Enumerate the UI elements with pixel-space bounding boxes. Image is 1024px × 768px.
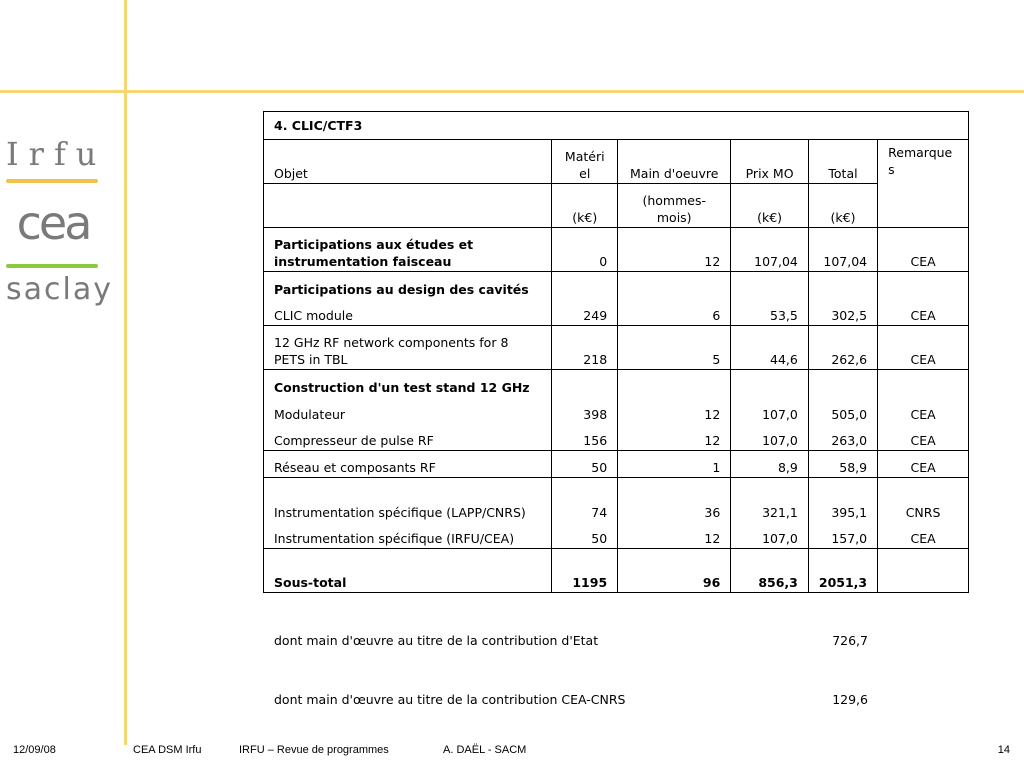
unit-prix-mo: (k€) xyxy=(731,184,809,228)
vertical-accent-line xyxy=(124,0,127,745)
table-row: Modulateur 398 12 107,0 505,0 CEA xyxy=(264,397,969,424)
header-objet: Objet xyxy=(264,140,552,184)
footer-org: CEA DSM Irfu xyxy=(133,744,202,756)
units-objet xyxy=(264,184,552,228)
subtotal-row: Sous-total 1195 96 856,3 2051,3 xyxy=(264,549,969,593)
unit-materiel: (k€) xyxy=(552,184,618,228)
page-number: 14 xyxy=(997,744,1010,756)
table-section-row: Construction d'un test stand 12 GHz xyxy=(264,370,969,397)
table-row: Compresseur de pulse RF 156 12 107,0 263,0 CEA xyxy=(264,424,969,451)
header-prix-mo: Prix MO xyxy=(731,140,809,184)
footer-date: 12/09/08 xyxy=(13,744,56,756)
summary-label-etat: dont main d'œuvre au titre de la contribution d'Etat xyxy=(274,633,599,648)
header-total: Total xyxy=(808,140,877,184)
irfu-logo: Irfu xyxy=(6,135,107,173)
table-title: 4. CLIC/CTF3 xyxy=(264,112,969,140)
table-row: CLIC module 249 6 53,5 302,5 CEA xyxy=(264,299,969,326)
table-section-row: Participations au design des cavités xyxy=(264,272,969,299)
table-row: Participations aux études et instrumentation faisceau 0 12 107,04 107,04 CEA xyxy=(264,228,969,272)
cea-logo xyxy=(8,201,98,249)
saclay-logo: saclay xyxy=(6,272,113,307)
header-materiel: Matéri el xyxy=(552,140,618,184)
unit-total: (k€) xyxy=(808,184,877,228)
header-remarques: Remarque s xyxy=(878,140,969,228)
table-row: 12 GHz RF network components for 8 PETS in TBL 218 5 44,6 262,6 CEA xyxy=(264,326,969,370)
footer-author: A. DAËL - SACM xyxy=(443,744,527,756)
logo-divider-yellow xyxy=(6,179,98,183)
header-main-oeuvre: Main d'oeuvre xyxy=(618,140,731,184)
horizontal-accent-line xyxy=(0,90,1024,93)
summary-value-cea-cnrs: 129,6 xyxy=(832,692,868,707)
summary-value-etat: 726,7 xyxy=(832,633,868,648)
budget-table xyxy=(263,111,969,593)
table-row: Réseau et composants RF 50 1 8,9 58,9 CEA xyxy=(264,451,969,478)
footer-event: IRFU – Revue de programmes xyxy=(239,744,389,756)
svg-text:cea: cea xyxy=(16,201,90,245)
unit-main-oeuvre: (hommes-mois) xyxy=(618,184,731,228)
logo-divider-green xyxy=(6,264,98,268)
summary-label-cea-cnrs: dont main d'œuvre au titre de la contribution CEA-CNRS xyxy=(274,692,626,707)
table-row: Instrumentation spécifique (LAPP/CNRS) 74 36 321,1 395,1 CNRS xyxy=(264,478,969,522)
table-row: Instrumentation spécifique (IRFU/CEA) 50 12 107,0 157,0 CEA xyxy=(264,522,969,549)
